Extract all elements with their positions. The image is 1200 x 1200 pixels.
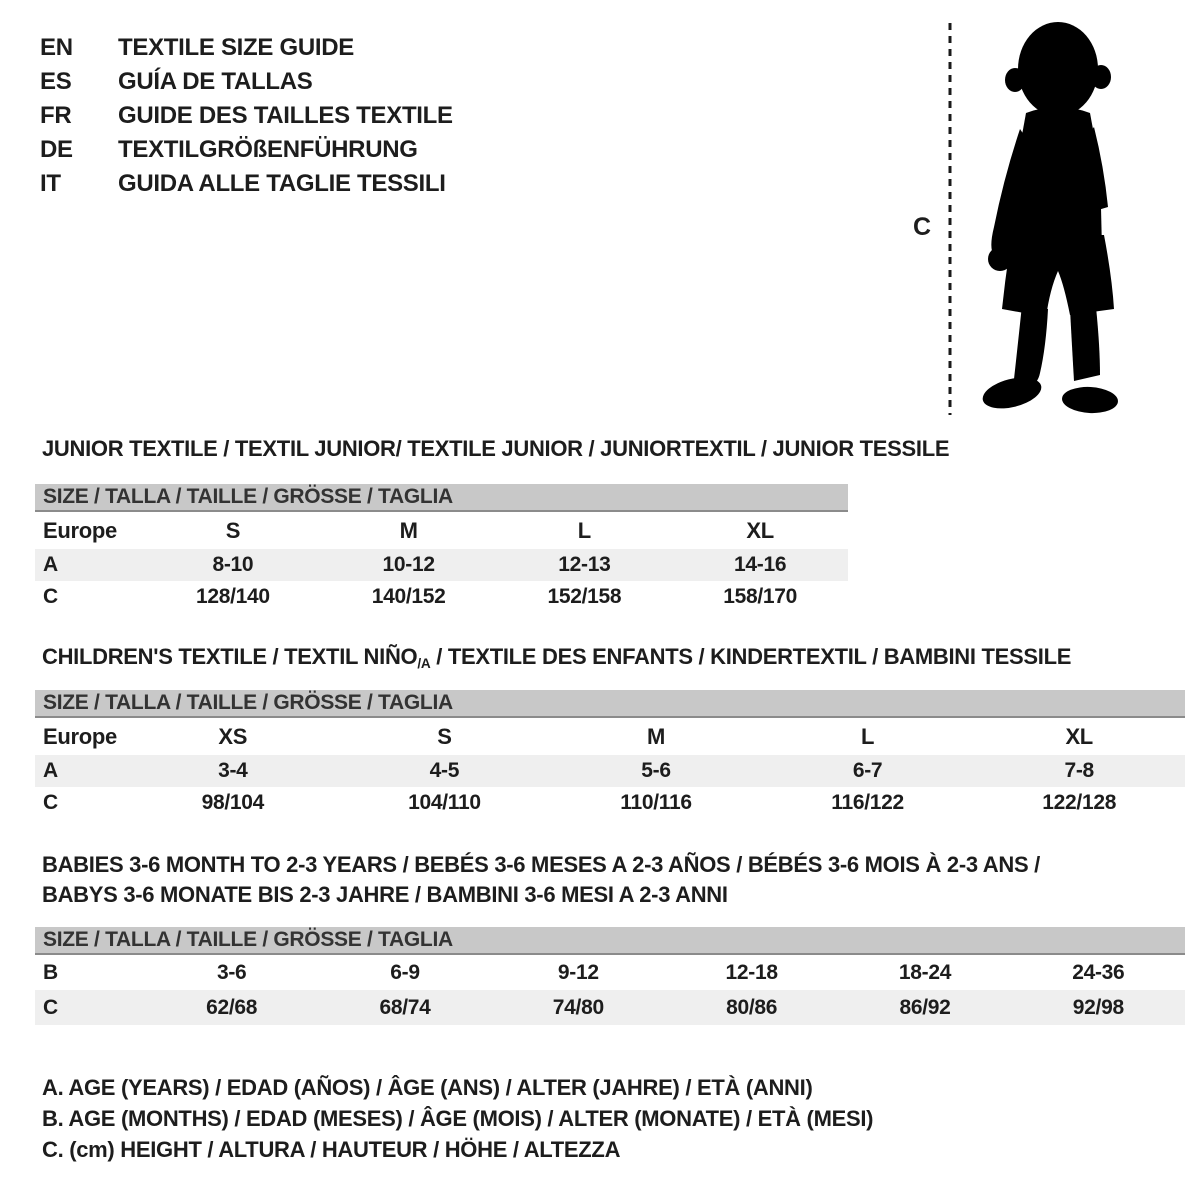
size-cell: 86/92 [899, 995, 951, 1019]
section-title-junior [42, 434, 949, 464]
section-title-line [42, 642, 1071, 679]
language-code: IT [40, 170, 61, 197]
legend-line-a: A. AGE (YEARS) / EDAD (AÑOS) / ÂGE (ANS) / ALTER (JAHRE) / ETÀ (ANNI) [42, 1075, 813, 1100]
babies-size-table [35, 927, 1185, 1025]
size-cell: 9-12 [557, 960, 599, 984]
table-body [35, 718, 1185, 819]
language-title: TEXTILE SIZE GUIDE [118, 34, 354, 61]
size-header-bar: SIZE / TALLA / TAILLE / GRÖSSE / TAGLIA [35, 690, 1185, 718]
size-cell: 18-24 [898, 960, 952, 984]
size-cell: S [225, 517, 241, 543]
size-cell: 24-36 [1072, 960, 1125, 984]
height-measure-label: C [913, 213, 931, 241]
size-cell: 6-7 [852, 759, 883, 782]
size-header-bar: SIZE / TALLA / TAILLE / GRÖSSE / TAGLIA [35, 484, 848, 512]
language-row [40, 99, 453, 133]
size-cell: XL [1065, 723, 1093, 749]
size-cell: L [861, 723, 875, 749]
language-row [40, 167, 453, 201]
table-row [35, 955, 1185, 990]
title-text: BABIES 3-6 MONTH TO 2-3 YEARS / BEBÉS 3-6 MESES A 2-3 AÑOS / BÉBÉS 3-6 MOIS À 2-3 ANS / [42, 852, 1040, 877]
section-title-children [42, 642, 1071, 679]
size-cell: 3-6 [216, 960, 247, 984]
size-cell: 7-8 [1064, 759, 1094, 782]
size-header-bar: SIZE / TALLA / TAILLE / GRÖSSE / TAGLIA [35, 927, 1185, 955]
row-label: C [43, 791, 58, 814]
section-title-babies [42, 850, 1040, 910]
section-title-line [42, 880, 1040, 910]
title-text: JUNIOR TEXTILE / TEXTIL JUNIOR/ TEXTILE JUNIOR / JUNIORTEXTIL / JUNIOR TESSILE [42, 436, 950, 461]
size-cell: 92/98 [1072, 995, 1124, 1019]
language-title: GUIDA ALLE TAGLIE TESSILI [118, 170, 446, 197]
title-text: BABYS 3-6 MONATE BIS 2-3 JAHRE / BAMBINI 3-6 MESI A 2-3 ANNI [42, 882, 728, 907]
toddler-silhouette-icon [900, 15, 1140, 420]
size-cell: 74/80 [552, 995, 604, 1019]
language-row [40, 31, 453, 65]
size-cell: 14-16 [734, 553, 787, 576]
table-row [35, 755, 1185, 787]
row-label: B [43, 960, 58, 984]
size-cell: 12-18 [725, 960, 778, 984]
language-title: GUIDE DES TAILLES TEXTILE [118, 102, 453, 129]
size-cell: M [399, 517, 418, 543]
language-row [40, 133, 453, 167]
size-cell: 62/68 [206, 995, 258, 1019]
size-cell: 128/140 [195, 585, 270, 608]
language-code: DE [40, 136, 73, 163]
language-guide [40, 31, 453, 201]
size-cell: 12-13 [558, 553, 611, 576]
junior-size-table [35, 484, 848, 613]
size-cell: 4-5 [429, 759, 460, 782]
row-label: Europe [43, 517, 117, 543]
title-text: / TEXTILE DES ENFANTS / KINDERTEXTIL / BAMBINI TESSILE [430, 644, 1072, 669]
size-cell: 6-9 [390, 960, 420, 984]
row-label: A [43, 553, 58, 576]
legend [42, 1072, 873, 1165]
children-size-table [35, 690, 1185, 819]
size-cell: 5-6 [641, 759, 671, 782]
size-cell: 110/116 [620, 791, 692, 814]
table-body [35, 512, 848, 613]
table-row [35, 581, 848, 613]
size-cell: 122/128 [1042, 791, 1117, 814]
size-cell: 3-4 [218, 759, 248, 782]
size-cell: 158/170 [723, 585, 798, 608]
size-cell: M [646, 723, 665, 749]
section-title-line [42, 434, 949, 464]
language-row [40, 65, 453, 99]
title-text: CHILDREN'S TEXTILE / TEXTIL NIÑO [42, 644, 418, 669]
size-cell: XS [218, 723, 248, 749]
title-text: /A [417, 655, 431, 671]
table-row [35, 990, 1185, 1025]
language-code: EN [40, 34, 73, 61]
size-cell: 104/110 [408, 791, 481, 814]
table-header-row [35, 718, 1185, 755]
table-header-row [35, 512, 848, 549]
language-code: FR [40, 102, 72, 129]
size-cell: 68/74 [379, 995, 431, 1019]
size-cell: 80/86 [726, 995, 778, 1019]
table-row [35, 787, 1185, 819]
size-cell: L [577, 517, 591, 543]
toddler-silhouette-body [980, 22, 1119, 414]
table-body [35, 955, 1185, 1025]
size-cell: 116/122 [831, 791, 904, 814]
size-cell: 152/158 [547, 585, 622, 608]
row-label: A [43, 759, 58, 782]
row-label: C [43, 585, 58, 608]
section-title-line [42, 850, 1040, 880]
size-cell: S [437, 723, 452, 749]
size-cell: 8-10 [212, 553, 254, 576]
row-label: Europe [43, 723, 117, 749]
language-title: TEXTILGRÖßENFÜHRUNG [118, 136, 418, 163]
size-cell: 10-12 [382, 553, 435, 576]
legend-line-c: C. (cm) HEIGHT / ALTURA / HAUTEUR / HÖHE / ALTEZZA [42, 1137, 621, 1162]
size-cell: 98/104 [201, 791, 265, 814]
size-cell: XL [746, 517, 774, 543]
language-title: GUÍA DE TALLAS [118, 68, 313, 95]
size-cell: 140/152 [371, 585, 446, 608]
language-code: ES [40, 68, 72, 95]
table-row [35, 549, 848, 581]
row-label: C [43, 995, 58, 1019]
legend-line-b: B. AGE (MONTHS) / EDAD (MESES) / ÂGE (MOIS) / ALTER (MONATE) / ETÀ (MESI) [42, 1106, 874, 1131]
